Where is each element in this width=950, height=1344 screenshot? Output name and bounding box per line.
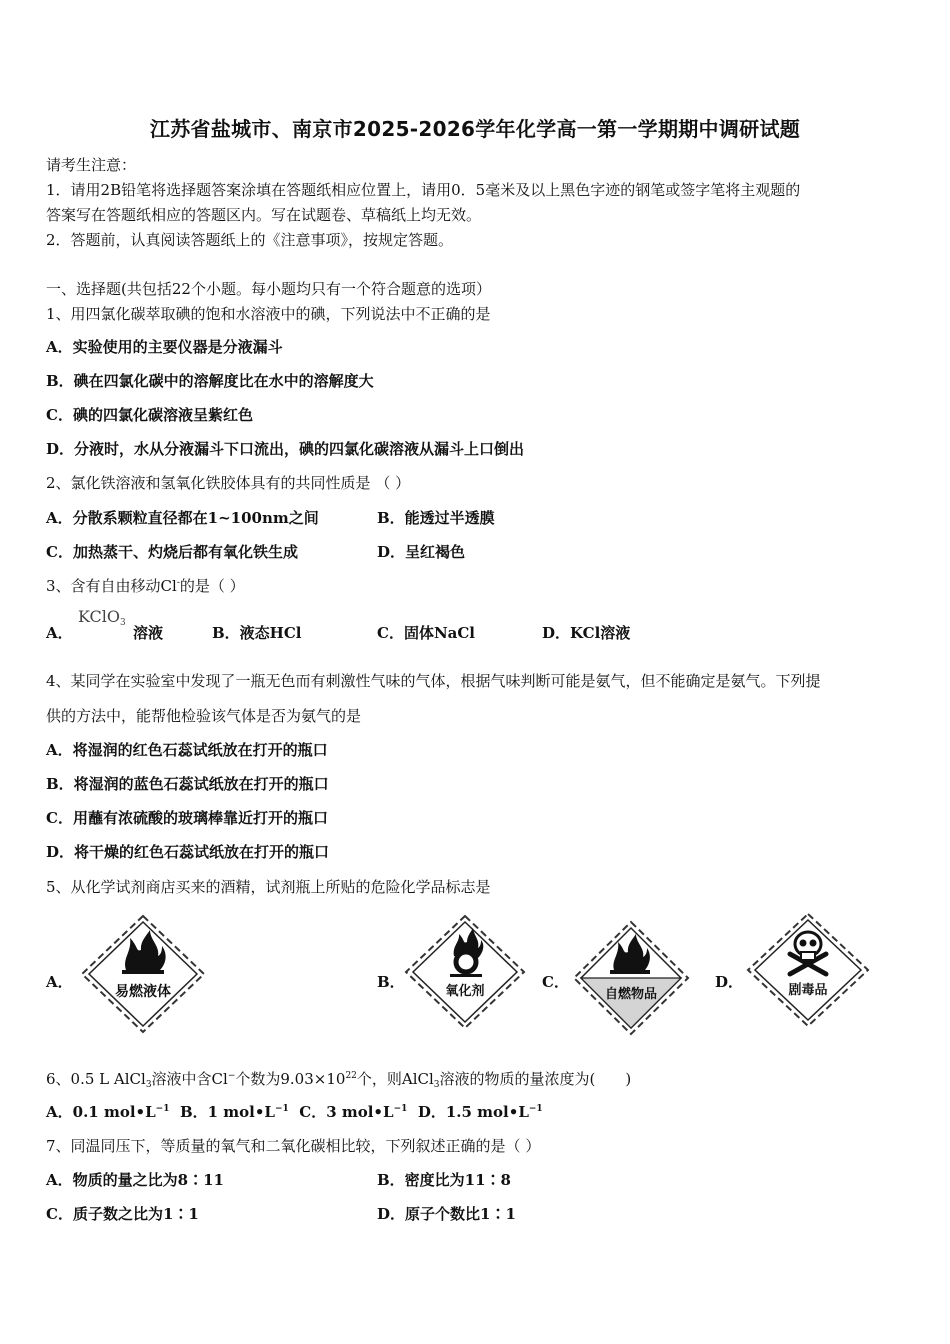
q5-stem: 5、从化学试剂商店买来的酒精，试剂瓶上所贴的危险化学品标志是 xyxy=(46,878,491,896)
q3-option-a-label: A． xyxy=(46,624,73,642)
hazard-sign-flammable-liquid xyxy=(78,912,208,1034)
page-title: 江苏省盐城市、南京市2025-2026学年化学高一第一学期期中调研试题 xyxy=(149,117,801,141)
q6-option-c: C．3 $mol•L^{-1}$ xyxy=(299,1103,408,1121)
q6-option-d: D．1.5 $mol•L^{-1}$ xyxy=(417,1103,543,1121)
q4-stem-1: 4、某同学在实验室中发现了一瓶无色而有刺激性气味的气体，根据气味判断可能是氨气，但不能确定是氨气。下列提 xyxy=(46,672,821,690)
q7-stem: 7、同温同压下，等质量的氧气和二氧化碳相比较，下列叙述正确的是（ ） xyxy=(46,1137,541,1155)
q6-option-a: A．0.1 $mol•L^{-1}$ xyxy=(46,1103,170,1121)
q5-option-c-label: C． xyxy=(542,973,569,991)
q1-option-a: A．实验使用的主要仪器是分液漏斗 xyxy=(46,338,283,356)
q2-option-b: B．能透过半透膜 xyxy=(377,509,495,527)
q2-option-c: C．加热蒸干、灼烧后都有氧化铁生成 xyxy=(46,543,298,561)
q6-options xyxy=(46,1101,543,1122)
notice-line-1a: 1．请用2B铅笔将选择题答案涂填在答题纸相应位置上，请用0．5毫米及以上黑色字迹的钢笔或签字笔将主观题的 xyxy=(46,181,801,199)
q3-formula-kclo3: KClO$_3$ xyxy=(78,607,126,628)
q4-option-a: A．将湿润的红色石蕊试纸放在打开的瓶口 xyxy=(46,741,328,759)
notice-line-2: 2．答题前，认真阅读答题纸上的《注意事项》，按规定答题。 xyxy=(46,231,454,249)
q4-option-c: C．用蘸有浓硫酸的玻璃棒靠近打开的瓶口 xyxy=(46,809,328,827)
q3-option-b: B．液态HCl xyxy=(212,624,302,642)
hazard-sign-spontaneous-combustion xyxy=(570,918,692,1036)
q3-option-c: C．固体NaCl xyxy=(377,624,476,642)
sign-a-text: 易燃液体 xyxy=(115,984,171,1000)
q2-stem: 2、氯化铁溶液和氢氧化铁胶体具有的共同性质是 （ ） xyxy=(46,474,411,492)
q7-option-d: D．原子个数比1∶1 xyxy=(377,1205,516,1223)
q4-option-d: D．将干燥的红色石蕊试纸放在打开的瓶口 xyxy=(46,843,330,861)
hazard-sign-toxic xyxy=(744,910,872,1030)
q7-option-a: A．物质的量之比为8∶11 xyxy=(46,1171,224,1189)
q5-option-d-label: D． xyxy=(715,973,744,991)
sign-c-text: 自燃物品 xyxy=(604,987,658,1002)
q1-option-c: C．碘的四氯化碳溶液呈紫红色 xyxy=(46,406,253,424)
q1-stem: 1、用四氯化碳萃取碘的饱和水溶液中的碘，下列说法中不正确的是 xyxy=(46,305,491,323)
section-heading: 一、选择题(共包括22个小题。每小题均只有一个符合题意的选项） xyxy=(46,280,491,298)
q1-option-d: D．分液时，水从分液漏斗下口流出，碘的四氯化碳溶液从漏斗上口倒出 xyxy=(46,440,525,458)
q5-option-b-label: B． xyxy=(377,973,405,991)
q4-option-b: B．将湿润的蓝色石蕊试纸放在打开的瓶口 xyxy=(46,775,329,793)
sign-d-text: 剧毒品 xyxy=(788,983,828,998)
hazard-sign-oxidizer xyxy=(402,912,528,1030)
notice-line-1b: 答案写在答题纸相应的答题区内。写在试题卷、草稿纸上均无效。 xyxy=(46,206,482,224)
q6-stem: 6、0.5 L AlCl$_3$溶液中含Cl−个数为$9.03\times 10^{22}$个，则AlCl$_3$溶液的物质的量浓度为( ) xyxy=(46,1070,632,1090)
notice-heading: 请考生注意： xyxy=(46,156,137,174)
q4-stem-2: 供的方法中，能帮他检验该气体是否为氨气的是 xyxy=(46,707,362,725)
q1-option-b: B．碘在四氯化碳中的溶解度比在水中的溶解度大 xyxy=(46,372,374,390)
q3-option-a-suffix: 溶液 xyxy=(133,624,164,642)
q7-option-c: C．质子数之比为1∶1 xyxy=(46,1205,199,1223)
q3-stem: 3、含有自由移动Cl-的是（ ） xyxy=(46,577,245,595)
q7-option-b: B．密度比为11∶8 xyxy=(377,1171,511,1189)
q5-option-a-label: A． xyxy=(46,973,73,991)
q3-option-d: D．KCl溶液 xyxy=(542,624,631,642)
q6-option-b: B．1 $mol•L^{-1}$ xyxy=(179,1103,289,1121)
q2-option-d: D．呈红褐色 xyxy=(377,543,466,561)
q2-option-a: A．分散系颗粒直径都在1~100nm之间 xyxy=(46,509,319,527)
sign-b-text: 氧化剂 xyxy=(445,984,485,999)
